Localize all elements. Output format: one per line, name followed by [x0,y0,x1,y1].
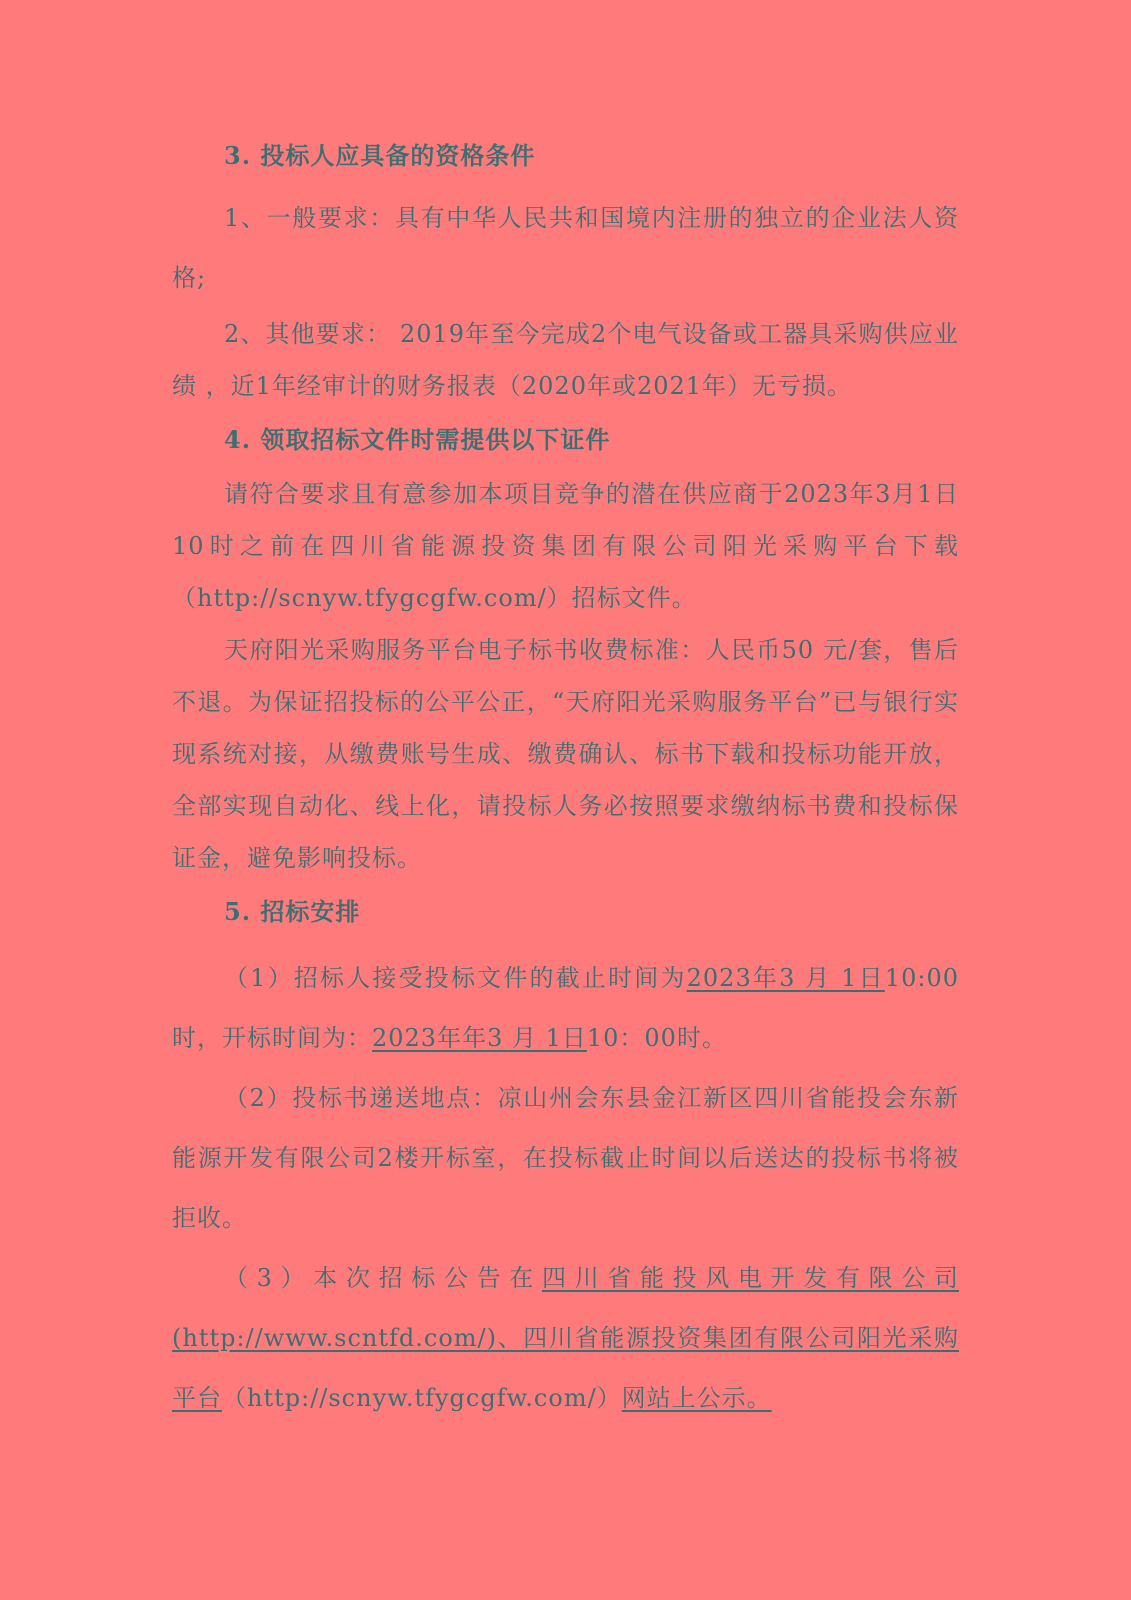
deadline-date: 2023年3 月 1日 [686,964,885,992]
schedule-item-2: （2）投标书递送地点：凉山州会东县金江新区四川省能投会东新能源开发有限公司2楼开标室，在投标截止时间以后送达的投标书将被拒收。 [172,1084,959,1232]
section-3-heading: 3. 投标人应具备的资格条件 [224,141,536,170]
other-requirement-paragraph: 2、其他要求： 2019年至今完成2个电气设备或工器具采购供应业绩 ，近1年经审计的财务报表（2020年或2021年）无亏损。 [172,320,959,400]
section-5-heading: 5. 招标安排 [224,897,361,926]
opening-time-tail: 10：00时。 [586,1024,727,1052]
opening-date: 2023年年3 月 1日 [372,1024,587,1052]
deadline-intro: （1）招标人接受投标文件的截止时间为 [224,964,687,992]
download-notice-paragraph: 请符合要求且有意参加本项目竞争的潜在供应商于2023年3月1日10时之前在四川省能源投资集团有限公司阳光采购平台下载（http://scnyw.tfygcgfw.com/）招标文件。 [172,480,959,612]
schedule-item-3 [172,1248,959,1428]
general-requirement-paragraph: 1、一般要求：具有中华人民共和国境内注册的独立的企业法人资格; [172,204,959,292]
publication-tail: 网站上公示。 [621,1384,772,1412]
platform-url: （http://scnyw.tfygcgfw.com/） [222,1384,622,1412]
section-4-heading: 4. 领取招标文件时需提供以下证件 [224,425,611,454]
publication-intro: （3）本次招标公告在 [224,1264,542,1292]
publication-sites-link[interactable]: 四川省能投风电开发有限公司(http://www.scntfd.com/)、四川省能源投资集团有限公司阳光采购平台 [172,1264,959,1412]
fee-standard-paragraph: 天府阳光采购服务平台电子标书收费标准：人民币50 元/套，售后不退。为保证招投标的公平公正，“天府阳光采购服务平台”已与银行实现系统对接，从缴费账号生成、缴费确认、标书下载和投标功能开放，全部实现自动化、线上化，请投标人务必按照要求缴纳标书费和投标保证金，避免影响投标。 [172,636,959,872]
document-body [172,128,959,1428]
opening-time-intro: 10:00时，开标时间为： [172,964,959,1052]
schedule-item-1 [172,948,959,1068]
